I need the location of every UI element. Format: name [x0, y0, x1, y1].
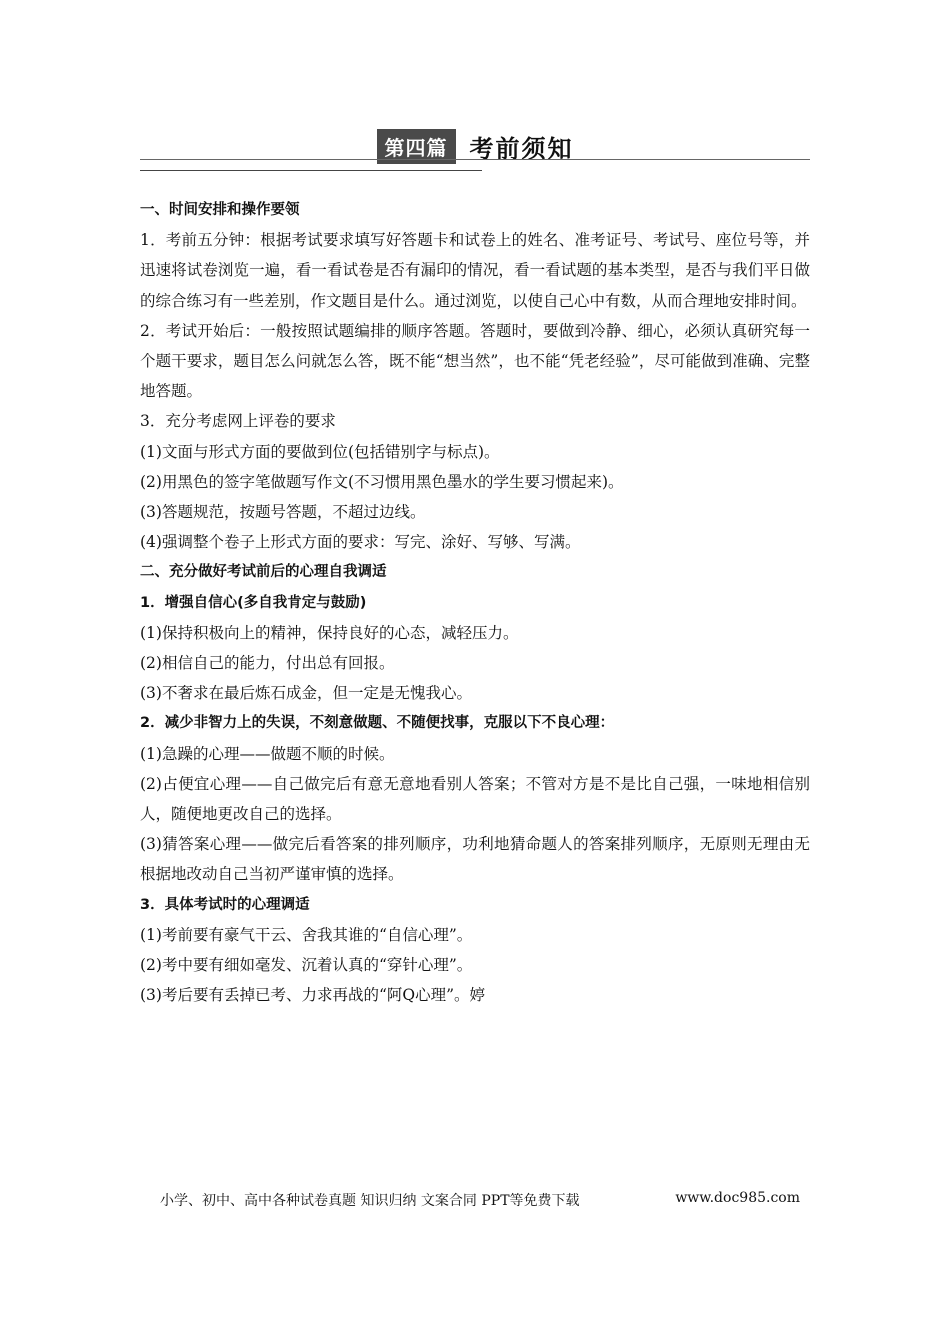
list-item: (2)考中要有细如毫发、沉着认真的“穿针心理”。 [140, 956, 473, 975]
list-item: (1)急躁的心理——做题不顺的时候。 [140, 744, 395, 763]
list-item: (1)文面与形式方面的要做到位(包括错别字与标点)。 [140, 442, 500, 461]
page-title: 考前须知 [469, 134, 574, 163]
page-footer [160, 1190, 800, 1210]
list-item: (3)猜答案心理——做完后看答案的排列顺序，功利地猜命题人的答案排列顺序，无原则无理由无根据地改动自己当初严谨审慎的选择。 [140, 835, 810, 884]
footer-text: 小学、初中、高中各种试卷真题 知识归纳 文案合同 PPT等免费下载 [160, 1193, 580, 1209]
section-heading: 一、时间安排和操作要领 [140, 202, 300, 218]
header-divider-accent [140, 170, 482, 171]
section-badge: 第四篇 [377, 129, 456, 164]
paragraph: 3．充分考虑网上评卷的要求 [140, 412, 336, 431]
paragraph: 1．考前五分钟：根据考试要求填写好答题卡和试卷上的姓名、准考证号、考试号、座位号等，并迅速将试卷浏览一遍，看一看试卷是否有漏印的情况，看一看试题的基本类型，是否与我们平日做的综合练习有一些差别，作文题目是什么。通过浏览，以使自己心中有数，从而合理地安排时间。 [140, 231, 810, 310]
list-item: (2)用黑色的签字笔做题写作文(不习惯用黑色墨水的学生要习惯起来)。 [140, 472, 624, 491]
list-item: (3)答题规范，按题号答题，不超过边线。 [140, 503, 426, 522]
list-item: (4)强调整个卷子上形式方面的要求：写完、涂好、写够、写满。 [140, 533, 581, 552]
list-item: (3)考后要有丢掉已考、力求再战的“阿Q心理”。婷 [140, 986, 486, 1005]
document-body [140, 195, 810, 1010]
list-item: (1)考前要有豪气干云、舍我其谁的“自信心理”。 [140, 925, 473, 944]
subsection-heading: 3．具体考试时的心理调适 [140, 896, 310, 913]
list-item: (2)占便宜心理——自己做完后有意无意地看别人答案；不管对方是不是比自己强，一味地相信别人，随便地更改自己的选择。 [140, 774, 810, 824]
section-heading: 二、充分做好考试前后的心理自我调适 [140, 564, 387, 581]
list-item: (3)不奢求在最后炼石成金，但一定是无愧我心。 [140, 684, 472, 703]
list-item: (1)保持积极向上的精神，保持良好的心态，减轻压力。 [140, 623, 519, 642]
footer-url: www.doc985.com [675, 1190, 800, 1206]
paragraph: 2．考试开始后：一般按照试题编排的顺序答题。答题时，要做到冷静、细心，必须认真研究每一个题干要求，题目怎么问就怎么答，既不能“想当然”，也不能“凭老经验”，尽可能做到准确、完整地答题。 [140, 321, 810, 401]
subsection-heading: 1．增强自信心(多自我肯定与鼓励) [140, 594, 367, 611]
list-item: (2)相信自己的能力，付出总有回报。 [140, 654, 395, 673]
header-divider [140, 159, 810, 160]
subsection-heading: 2．减少非智力上的失误，不刻意做题、不随便找事，克服以下不良心理： [140, 715, 615, 732]
